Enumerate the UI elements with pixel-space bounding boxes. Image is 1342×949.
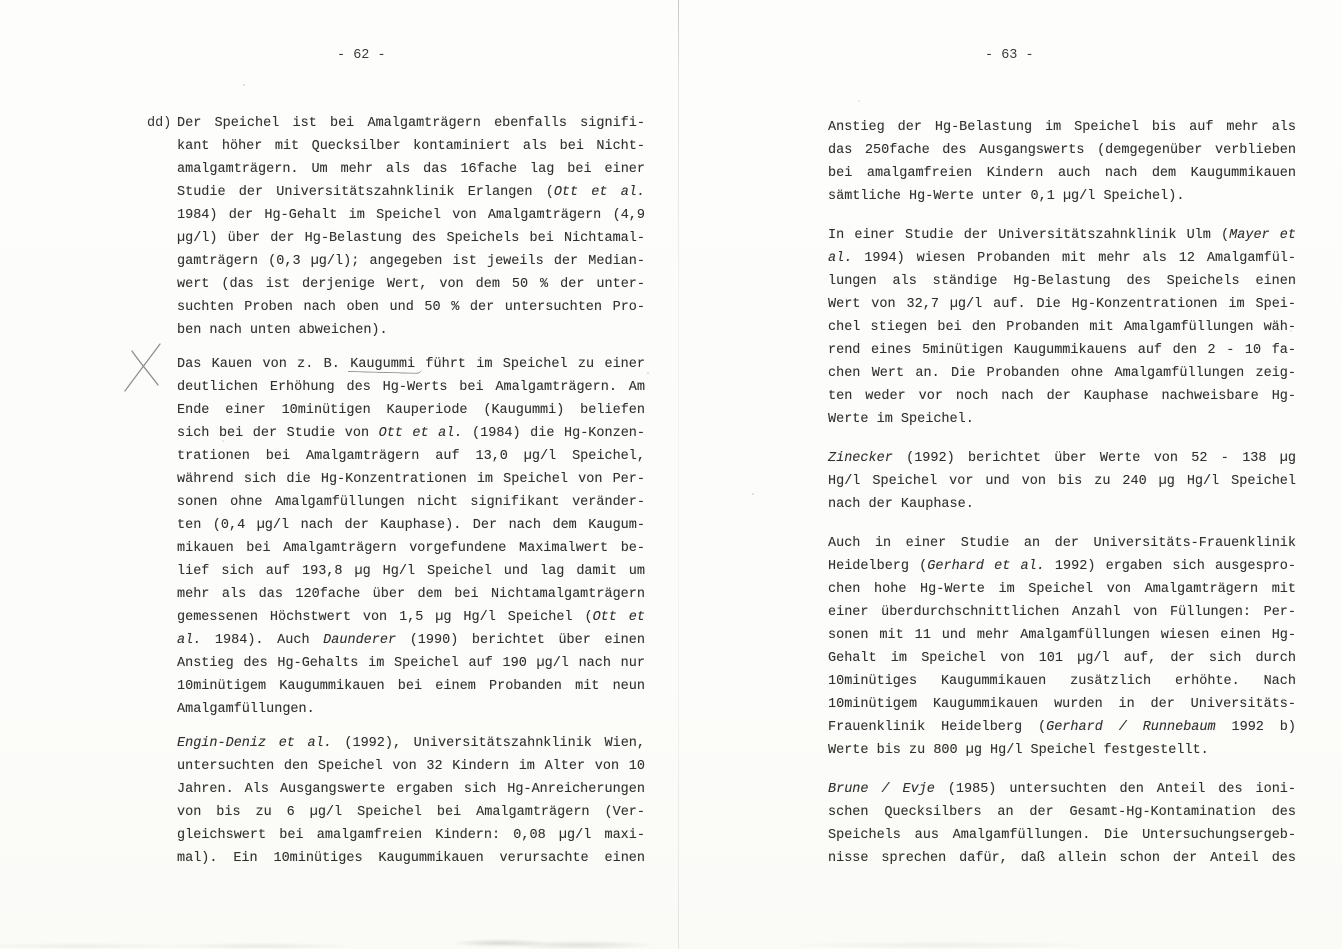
- scan-edge-noise: [0, 933, 1342, 949]
- text-line: trationen bei Amalgamträgern auf 13,0 µg/l Speichel,: [177, 449, 645, 464]
- text-segment: Heidelberg (: [828, 559, 928, 574]
- handwritten-x-mark: [119, 342, 165, 394]
- text-line: Anstieg der Hg-Belastung im Speichel bis auf mehr als: [828, 120, 1296, 135]
- text-segment: führt im Speichel zu einer: [415, 357, 645, 372]
- text-line: deutlichen Erhöhung des Hg-Werts bei Amalgamträgern. Am: [177, 380, 645, 395]
- text-line: Speichels aus Amalgamfüllungen. Die Untersuchungsergeb-: [828, 828, 1296, 843]
- text-line: das 250fache des Ausgangswerts (demgegenüber verblieben: [828, 143, 1296, 158]
- text-segment: Studie der Universitätszahnklinik Erlangen (: [177, 185, 554, 200]
- text-column: [828, 116, 1296, 886]
- italic-citation: al.: [177, 633, 202, 648]
- text-line: Wert von 32,7 µg/l auf. Die Hg-Konzentrationen im Spei-: [828, 297, 1296, 312]
- italic-citation: Gerhard et al.: [927, 559, 1045, 574]
- text-line: 10minütigem Kaugummikauen bei einem Probanden mit neun: [177, 679, 645, 694]
- text-segment: 1994) wiesen Probanden mit mehr als 12 Amalgamfül-: [852, 251, 1296, 266]
- text-line: Jahren. Als Ausgangswerte ergaben sich Hg-Anreicherungen: [177, 782, 645, 797]
- italic-citation: Zinecker: [828, 451, 893, 466]
- text-line: amalgamträgern. Um mehr als das 16fache lag bei einer: [177, 162, 645, 177]
- text-segment: (1985) untersuchten den Anteil des ioni-: [934, 782, 1296, 797]
- text-line: [828, 555, 1296, 578]
- text-line: ten (0,4 µg/l nach der Kauphase). Der nach dem Kaugum-: [177, 518, 645, 533]
- text-segment: gemessenen Höchstwert von 1,5 µg Hg/l Speichel (: [177, 610, 593, 625]
- paragraph: [828, 532, 1296, 762]
- italic-citation: Brune / Evje: [828, 782, 935, 797]
- text-segment: Das Kauen von z. B.: [177, 357, 351, 372]
- text-line: wert (das ist derjenige Wert, von dem 50 % der unter-: [177, 277, 645, 292]
- page-63: [679, 0, 1342, 949]
- paragraph: [147, 112, 645, 342]
- text-line: suchten Proben nach oben und 50 % der untersuchten Pro-: [177, 300, 645, 315]
- text-line: mikauen bei Amalgamträgern vorgefundene Maximalwert be-: [177, 541, 645, 556]
- text-line: Werte im Speichel.: [828, 412, 974, 427]
- text-segment: 1984). Auch: [201, 633, 324, 648]
- text-line: chel stiegen bei den Probanden mit Amalgamfüllungen wäh-: [828, 320, 1296, 335]
- text-line: schen Quecksilbers an der Gesamt-Hg-Kontamination des: [828, 805, 1296, 820]
- text-line: [828, 224, 1296, 247]
- text-line: Hg/l Speichel vor und von bis zu 240 µg Hg/l Speichel: [828, 474, 1296, 489]
- text-line: 10minütigem Kaugummikauen wurden in der Universitäts-: [828, 697, 1296, 712]
- text-segment: Frauenklinik Heidelberg (: [828, 720, 1047, 735]
- text-line: mehr als das 120fache über dem bei Nichtamalgamträgern: [177, 587, 645, 602]
- text-line: [828, 716, 1296, 739]
- paragraph-label: dd): [147, 116, 172, 131]
- text-line: gleichswert bei amalgamfreien Kindern: 0,08 µg/l maxi-: [177, 828, 645, 843]
- text-segment: (1984) die Hg-Konzen-: [462, 426, 646, 441]
- text-line: Gehalt im Speichel von 101 µg/l auf, der sich durch: [828, 651, 1296, 666]
- text-line: Auch in einer Studie an der Universitäts-Frauenklinik: [828, 536, 1296, 551]
- paragraph: [828, 224, 1296, 431]
- text-line: [177, 732, 645, 755]
- italic-citation: Engin-Deniz et al.: [177, 736, 332, 751]
- text-line: Amalgamfüllungen.: [177, 702, 315, 717]
- text-segment: sich bei der Studie von: [177, 426, 379, 441]
- text-line: von bis zu 6 µg/l Speichel bei Amalgamträgern (Ver-: [177, 805, 645, 820]
- text-line: nisse sprechen dafür, daß allein schon der Anteil des: [828, 851, 1296, 866]
- italic-citation: Ott et al.: [378, 426, 463, 441]
- text-line: µg/l) über der Hg-Belastung des Speichels bei Nichtamal-: [177, 231, 645, 246]
- text-line: [177, 422, 645, 445]
- text-line: während sich die Hg-Konzentrationen im Speichel von Per-: [177, 472, 645, 487]
- text-line: Anstieg des Hg-Gehalts im Speichel auf 190 µg/l nach nur: [177, 656, 645, 671]
- text-line: ben nach unten abweichen).: [177, 323, 388, 338]
- text-line: 10minütiges Kaugummikauen zusätzlich erhöhte. Nach: [828, 674, 1296, 689]
- text-line: Ende einer 10minütigen Kauperiode (Kaugummi) beliefen: [177, 403, 645, 418]
- text-line: nach der Kauphase.: [828, 497, 974, 512]
- text-line: kant höher mit Quecksilber kontaminiert als bei Nicht-: [177, 139, 645, 154]
- text-line: einer überdurchschnittlichen Anzahl von Füllungen: Per-: [828, 605, 1296, 620]
- text-line: [828, 447, 1296, 470]
- italic-citation: Gerhard / Runnebaum: [1046, 720, 1216, 735]
- text-line: bei amalgamfreien Kindern auch nach dem Kaugummikauen: [828, 166, 1296, 181]
- page-number: - 63 -: [985, 48, 1034, 63]
- paragraph: [828, 116, 1296, 208]
- scan-speckles: [0, 0, 2, 2]
- text-line: [177, 181, 645, 204]
- text-line: mal). Ein 10minütiges Kaugummikauen verursachte einen: [177, 851, 645, 866]
- text-segment: 1992) ergaben sich ausgespro-: [1044, 559, 1296, 574]
- text-line: gamträgern (0,3 µg/l); angegeben ist jeweils der Median-: [177, 254, 645, 269]
- text-line: sonen mit 11 und mehr Amalgamfüllungen wiesen einen Hg-: [828, 628, 1296, 643]
- text-line: chen Wert an. Die Probanden ohne Amalgamfüllungen zeig-: [828, 366, 1296, 381]
- italic-citation: Mayer et: [1229, 228, 1296, 243]
- text-line: lief sich auf 193,8 µg Hg/l Speichel und lag damit um: [177, 564, 645, 579]
- text-line: 1984) der Hg-Gehalt im Speichel von Amalgamträgern (4,9: [177, 208, 645, 223]
- text-line: [177, 629, 645, 652]
- text-line: Der Speichel ist bei Amalgamträgern ebenfalls signifi-: [177, 116, 645, 131]
- text-line: ten weder vor noch nach der Kauphase nachweisbare Hg-: [828, 389, 1296, 404]
- text-line: Werte bis zu 800 µg Hg/l Speichel festgestellt.: [828, 743, 1209, 758]
- text-line: sämtliche Hg-Werte unter 0,1 µg/l Speichel).: [828, 189, 1185, 204]
- text-segment: 1992 b): [1215, 720, 1296, 735]
- text-line: chen hohe Hg-Werte im Speichel von Amalgamträgern mit: [828, 582, 1296, 597]
- pencil-underlined-word: Kaugummi: [350, 357, 416, 372]
- text-line: untersuchten den Speichel von 32 Kindern im Alter von 10: [177, 759, 645, 774]
- paragraph: [828, 447, 1296, 516]
- text-segment: (1992), Universitätszahnklinik Wien,: [331, 736, 645, 751]
- italic-citation: Ott et al.: [553, 185, 645, 200]
- paragraph: [177, 732, 645, 870]
- text-line: lungen als ständige Hg-Belastung des Speichels einen: [828, 274, 1296, 289]
- italic-citation: Ott et: [592, 610, 646, 625]
- text-segment: In einer Studie der Universitätszahnklinik Ulm (: [828, 228, 1230, 243]
- text-line: [177, 606, 645, 629]
- text-line: [828, 247, 1296, 270]
- text-line: [828, 778, 1296, 801]
- text-line: sonen ohne Amalgamfüllungen nicht signifikant veränder-: [177, 495, 645, 510]
- text-column: [147, 112, 646, 881]
- text-segment: (1992) berichtet über Werte von 52 - 138 µg: [892, 451, 1296, 466]
- page-number: - 62 -: [337, 48, 386, 63]
- italic-citation: Daunderer: [323, 633, 397, 648]
- paragraph: [828, 778, 1296, 870]
- text-line: rend eines 5minütigen Kaugummikauens auf den 2 - 10 fa-: [828, 343, 1296, 358]
- text-segment: (1990) berichtet über einen: [396, 633, 645, 648]
- text-line: [177, 353, 645, 376]
- paragraph: [177, 353, 645, 721]
- italic-citation: al.: [828, 251, 853, 266]
